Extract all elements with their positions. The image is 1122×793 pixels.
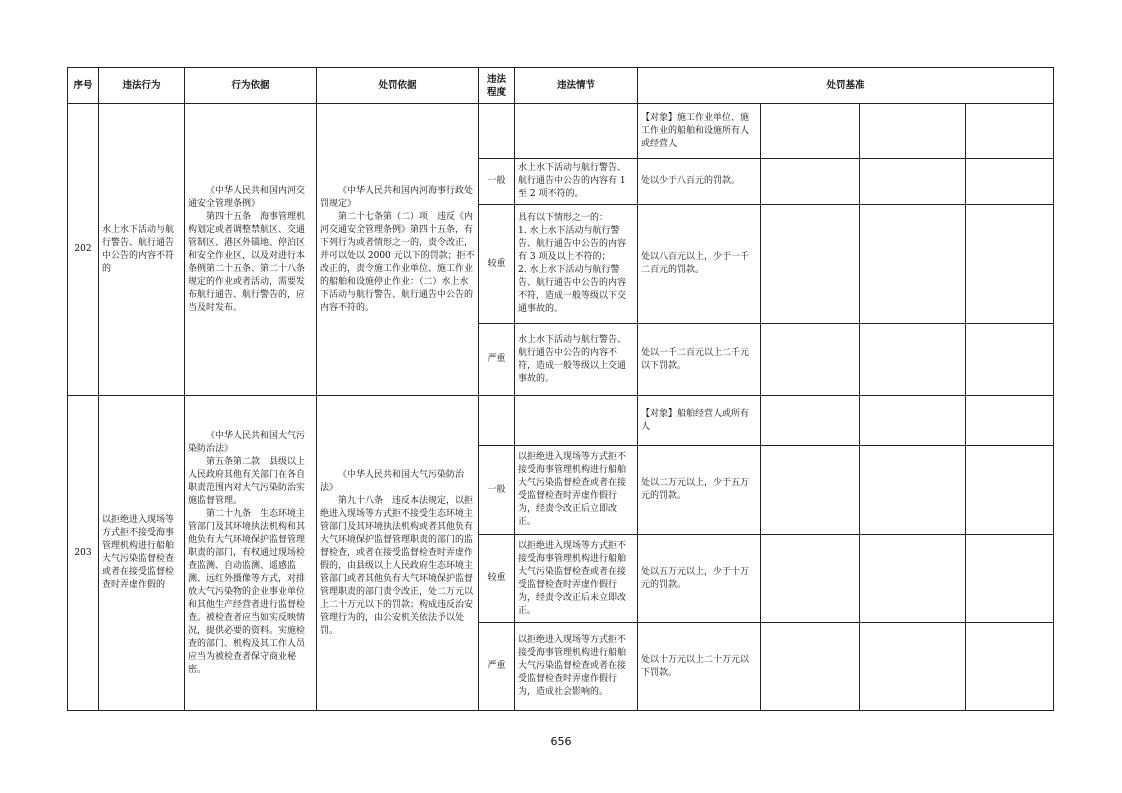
empty-cell xyxy=(761,104,860,159)
empty-cell xyxy=(479,104,515,159)
penalty-table xyxy=(67,67,1054,711)
header-basis: 行为依据 xyxy=(185,68,317,104)
basis-paragraph: 《中华人民共和国内河交通安全管理条例》 xyxy=(188,185,306,209)
empty-cell xyxy=(860,159,966,205)
level-degree: 一般 xyxy=(479,159,515,205)
level-circumstance xyxy=(515,159,638,205)
header-penalty-basis: 处罚依据 xyxy=(317,68,479,104)
row-act: 以拒绝进入现场等方式拒不接受海事管理机构进行船舶大气污染监督检查或者在接受监督检查时弄虚作假的 xyxy=(99,396,185,711)
empty-cell xyxy=(761,324,860,396)
row-basis xyxy=(185,396,317,711)
basis-paragraph: 第五条第二款 县级以上人民政府其他有关部门在各自职责范围内对大气污染防治实施监督管理。 xyxy=(188,456,306,506)
page-number: 656 xyxy=(550,735,572,748)
row-seq: 203 xyxy=(68,396,99,711)
level-circumstance xyxy=(515,535,638,623)
row-object: 【对象】施工作业单位、施工作业的船舶和设施所有人或经营人 xyxy=(638,104,761,159)
level-circumstance xyxy=(515,623,638,711)
circumstance-line: 以拒绝进入现场等方式拒不接受海事管理机构进行船舶大气污染监督检查或者在接受监督检查时弄虚作假行为，造成社会影响的。 xyxy=(518,635,627,697)
empty-cell xyxy=(966,396,1054,446)
level-circumstance xyxy=(515,324,638,396)
row-basis xyxy=(185,104,317,396)
empty-cell xyxy=(860,623,966,711)
empty-cell xyxy=(966,535,1054,623)
empty-cell xyxy=(966,446,1054,535)
empty-cell xyxy=(860,104,966,159)
level-standard: 处以一千二百元以上二千元以下罚款。 xyxy=(638,324,761,396)
header-circumstance: 违法情节 xyxy=(515,68,638,104)
level-circumstance xyxy=(515,446,638,535)
header-standard: 处罚基准 xyxy=(638,68,1054,104)
level-circumstance xyxy=(515,205,638,324)
empty-cell xyxy=(761,623,860,711)
header-act: 违法行为 xyxy=(99,68,185,104)
row-seq: 202 xyxy=(68,104,99,396)
basis-paragraph: 《中华人民共和国大气污染防治法》 xyxy=(188,430,306,454)
row-penalty-basis xyxy=(317,104,479,396)
penalty-paragraph: 第九十八条 违反本法规定，以拒绝进入现场等方式拒不接受生态环境主管部门及其环境执法机构或者其他负有大气环境保护监督管理职责的部门的监督检查，或者在接受监督检查时弄虚作假的，由县级以上人民政府生态环境主管部门或者其他负有大气环境保护监督管理职责的部门责令改正，处二万元以上二十万元以下的罚款；构成违反治安管理行为的，由公安机关依法予以处罚。 xyxy=(320,495,474,636)
circumstance-line: 水上水下活动与航行警告、航行通告中公告的内容有 1 至 2 项不符的。 xyxy=(518,163,627,199)
empty-cell xyxy=(761,396,860,446)
table-row xyxy=(68,104,1054,159)
circumstance-line: 以拒绝进入现场等方式拒不接受海事管理机构进行船舶大气污染监督检查或者在接受监督检查时弄虚作假行为，经责令改正后未立即改正。 xyxy=(518,540,627,616)
circumstance-line: 2. 水上水下活动与航行警告、航行通告中公告的内容不符，造成一般等级以下交通事故的。 xyxy=(518,265,627,314)
circumstance-line: 水上水下活动与航行警告、航行通告中公告的内容不符，造成一般等级以上交通事故的。 xyxy=(518,334,627,384)
header-degree: 违法程度 xyxy=(479,68,515,104)
level-degree: 严重 xyxy=(479,623,515,711)
empty-cell xyxy=(966,623,1054,711)
empty-cell xyxy=(479,396,515,446)
penalty-paragraph: 《中华人民共和国内河海事行政处罚规定》 xyxy=(320,185,474,209)
row-act: 水上水下活动与航行警告、航行通告中公告的内容不符的 xyxy=(99,104,185,396)
level-standard: 处以五万元以上，少于十万元的罚款。 xyxy=(638,535,761,623)
basis-paragraph: 第四十五条 海事管理机构划定或者调整禁航区、交通管制区、港区外锚地、停泊区和安全作业区，以及对进行本条例第二十五条、第二十八条规定的作业或者活动，需要发布航行通告、航行警告的，应当及时发布。 xyxy=(188,211,306,313)
empty-cell xyxy=(761,159,860,205)
level-standard: 处以十万元以上二十万元以下罚款。 xyxy=(638,623,761,711)
row-object: 【对象】船舶经营人或所有人 xyxy=(638,396,761,446)
empty-cell xyxy=(515,104,638,159)
empty-cell xyxy=(860,324,966,396)
empty-cell xyxy=(860,205,966,324)
empty-cell xyxy=(515,396,638,446)
empty-cell xyxy=(966,104,1054,159)
level-degree: 较重 xyxy=(479,205,515,324)
penalty-paragraph: 第二十七条第（二）项 违反《内河交通安全管理条例》第四十五条，有下列行为或者情形之一的，责令改正，并可以处以 2000 元以下的罚款；拒不改正的，责令施工作业单位、施工作业的船舶和设施停止作业：（二）水上水下活动与航行警告、航行通告中公告的内容不符的。 xyxy=(320,211,475,313)
table-row xyxy=(68,396,1054,446)
level-standard: 处以少于八百元的罚款。 xyxy=(638,159,761,205)
basis-paragraph: 第二十九条 生态环境主管部门及其环境执法机构和其他负有大气环境保护监督管理职责的部门，有权通过现场检查监测、自动监测、遥感监测、远红外摄像等方式，对排放大气污染物的企业事业单位和其他生产经营者进行监督检查。被检查者应当如实反映情况，提供必要的资料。实施检查的部门、机构及其工作人员应当为被检查者保守商业秘密。 xyxy=(188,508,306,675)
empty-cell xyxy=(966,159,1054,205)
empty-cell xyxy=(966,324,1054,396)
level-degree: 严重 xyxy=(479,324,515,396)
level-degree: 一般 xyxy=(479,446,515,535)
level-standard: 处以二万元以上，少于五万元的罚款。 xyxy=(638,446,761,535)
header-seq: 序号 xyxy=(68,68,99,104)
empty-cell xyxy=(761,446,860,535)
row-penalty-basis xyxy=(317,396,479,711)
empty-cell xyxy=(966,205,1054,324)
level-standard: 处以八百元以上，少于一千二百元的罚款。 xyxy=(638,205,761,324)
empty-cell xyxy=(860,396,966,446)
penalty-paragraph: 《中华人民共和国大气污染防治法》 xyxy=(320,469,465,493)
empty-cell xyxy=(860,535,966,623)
empty-cell xyxy=(860,446,966,535)
circumstance-line: 以拒绝进入现场等方式拒不接受海事管理机构进行船舶大气污染监督检查或者在接受监督检查时弄虚作假行为，经责令改正后立即改正。 xyxy=(518,452,627,527)
header-row xyxy=(68,68,1054,104)
circumstance-line: 具有以下情形之一的： xyxy=(518,213,609,223)
empty-cell xyxy=(761,205,860,324)
circumstance-line: 1. 水上水下活动与航行警告、航行通告中公告的内容有 3 项及以上不符的； xyxy=(518,226,627,262)
level-degree: 较重 xyxy=(479,535,515,623)
empty-cell xyxy=(761,535,860,623)
